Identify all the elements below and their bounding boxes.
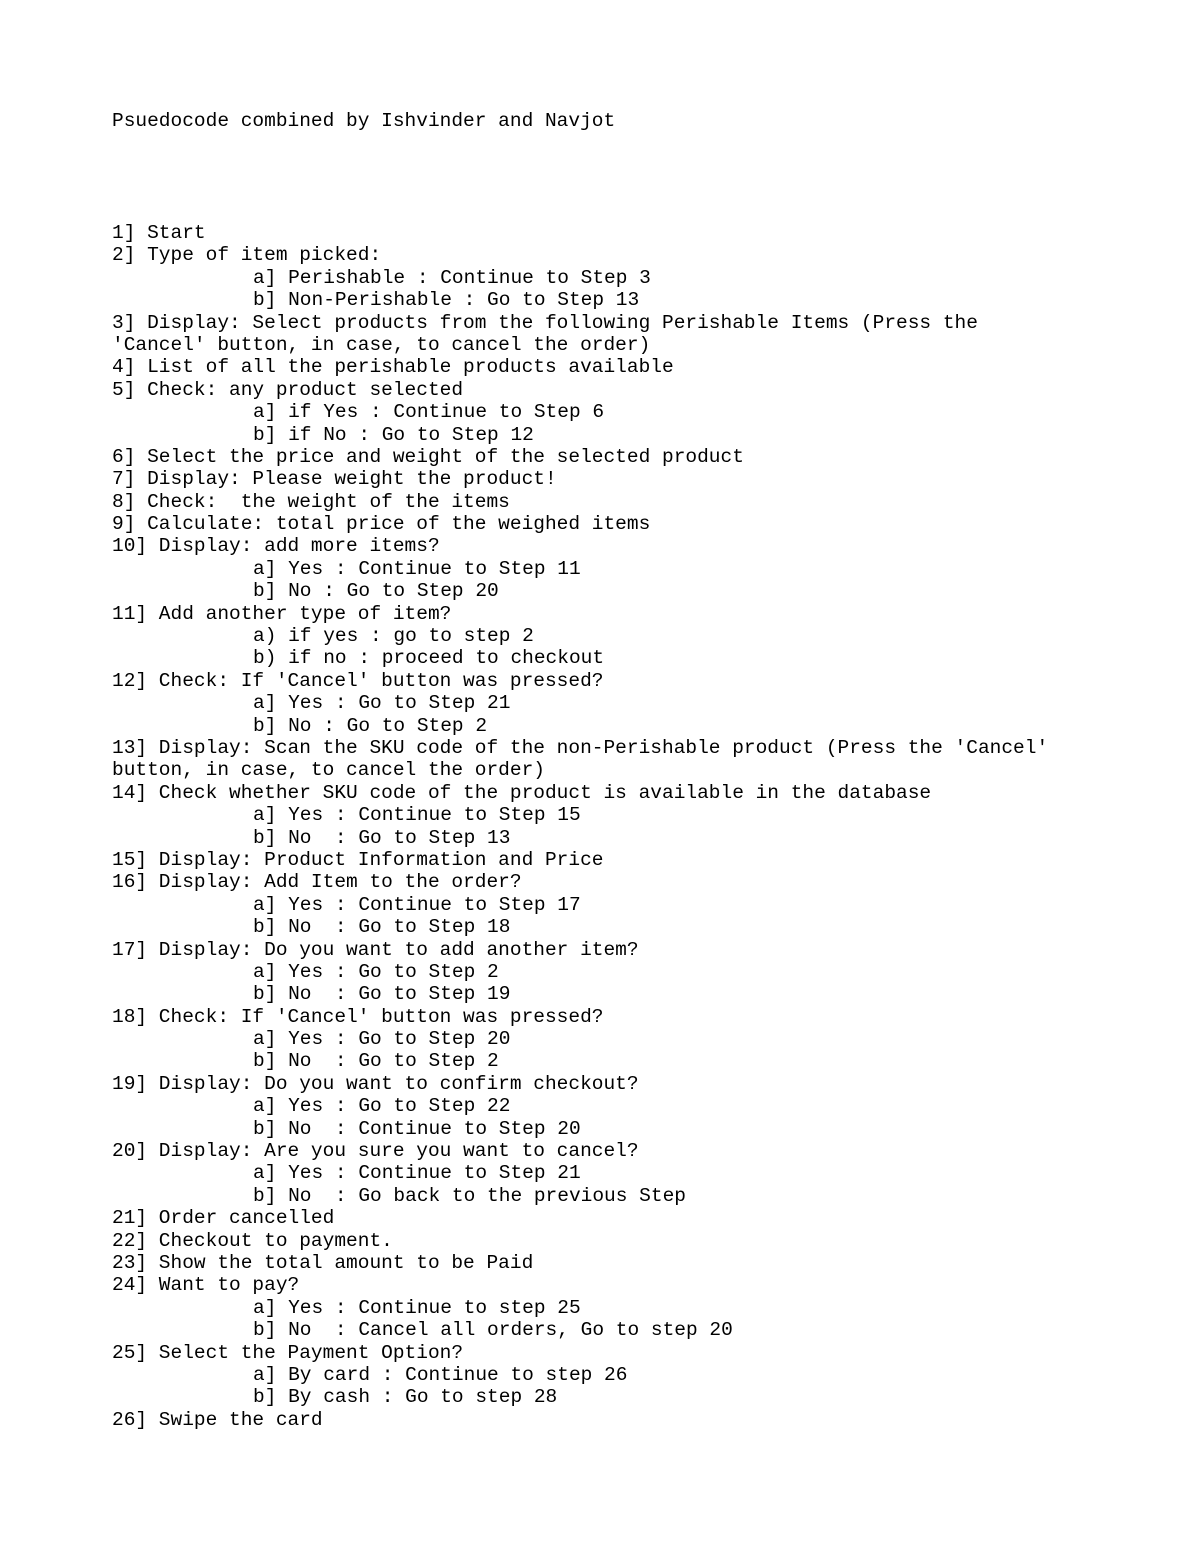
pseudocode-substep-line: a] Yes : Go to Step 22 <box>253 1095 511 1118</box>
pseudocode-step-line: 5] Check: any product selected <box>112 378 464 401</box>
pseudocode-substep-line: a] Yes : Go to Step 20 <box>253 1028 511 1051</box>
pseudocode-step-line: 6] Select the price and weight of the selected product <box>112 445 744 468</box>
pseudocode-step-line: 13] Display: Scan the SKU code of the non-Perishable product (Press the 'Cancel' <box>112 736 1049 759</box>
pseudocode-substep-line: a] Yes : Continue to Step 15 <box>253 804 581 827</box>
pseudocode-substep-line: a] Yes : Go to Step 21 <box>253 692 511 715</box>
document-title: Psuedocode combined by Ishvinder and Navjot <box>112 110 616 132</box>
pseudocode-step-line: 16] Display: Add Item to the order? <box>112 871 522 894</box>
pseudocode-step-line: 8] Check: the weight of the items <box>112 490 510 513</box>
pseudocode-substep-line: a] Perishable : Continue to Step 3 <box>253 266 651 289</box>
pseudocode-substep-line: a] if Yes : Continue to Step 6 <box>253 401 605 424</box>
pseudocode-step-line: 26] Swipe the card <box>112 1408 323 1431</box>
pseudocode-step-line: 9] Calculate: total price of the weighed items <box>112 513 651 536</box>
pseudocode-substep-line: b] No : Continue to Step 20 <box>253 1117 581 1140</box>
pseudocode-substep-line: b] By cash : Go to step 28 <box>253 1386 558 1409</box>
pseudocode-substep-line: b] No : Go to Step 20 <box>253 580 499 603</box>
pseudocode-step-line: button, in case, to cancel the order) <box>112 759 545 782</box>
pseudocode-step-line: 15] Display: Product Information and Price <box>112 848 604 871</box>
pseudocode-substep-line: b] No : Cancel all orders, Go to step 20 <box>253 1319 733 1342</box>
pseudocode-step-line: 17] Display: Do you want to add another item? <box>112 938 639 961</box>
pseudocode-substep-line: b] if No : Go to Step 12 <box>253 423 534 446</box>
pseudocode-step-line: 12] Check: If 'Cancel' button was pressed? <box>112 669 604 692</box>
pseudocode-step-line: 23] Show the total amount to be Paid <box>112 1251 534 1274</box>
pseudocode-substep-line: b] No : Go to Step 18 <box>253 916 511 939</box>
pseudocode-step-line: 1] Start <box>112 222 206 244</box>
pseudocode-substep-line: b] No : Go back to the previous Step <box>253 1184 686 1207</box>
pseudocode-step-line: 25] Select the Payment Option? <box>112 1341 464 1364</box>
pseudocode-step-line: 14] Check whether SKU code of the product is available in the database <box>112 781 932 804</box>
pseudocode-substep-line: b] No : Go to Step 2 <box>253 1050 499 1073</box>
pseudocode-substep-line: a] Yes : Continue to Step 17 <box>253 893 581 916</box>
pseudocode-substep-line: a] Yes : Continue to Step 21 <box>253 1162 581 1185</box>
pseudocode-step-line: 24] Want to pay? <box>112 1274 300 1297</box>
pseudocode-substep-line: b] No : Go to Step 13 <box>253 826 511 849</box>
pseudocode-step-line: 7] Display: Please weight the product! <box>112 468 557 491</box>
pseudocode-step-line: 20] Display: Are you sure you want to cancel? <box>112 1140 639 1163</box>
pseudocode-step-line: 'Cancel' button, in case, to cancel the order) <box>112 333 651 356</box>
pseudocode-substep-line: b] No : Go to Step 19 <box>253 983 511 1006</box>
pseudocode-step-line: 11] Add another type of item? <box>112 602 452 625</box>
pseudocode-step-line: 2] Type of item picked: <box>112 244 382 267</box>
pseudocode-step-line: 18] Check: If 'Cancel' button was pressed? <box>112 1005 604 1028</box>
pseudocode-step-line: 22] Checkout to payment. <box>112 1229 393 1252</box>
pseudocode-substep-line: b) if no : proceed to checkout <box>253 647 605 670</box>
pseudocode-step-line: 21] Order cancelled <box>112 1207 335 1230</box>
pseudocode-step-line: 4] List of all the perishable products available <box>112 356 674 379</box>
pseudocode-substep-line: a] Yes : Continue to Step 11 <box>253 557 581 580</box>
pseudocode-substep-line: a] Yes : Go to Step 2 <box>253 960 499 983</box>
pseudocode-step-line: 10] Display: add more items? <box>112 535 440 558</box>
pseudocode-body <box>112 222 1172 1431</box>
pseudocode-substep-line: a) if yes : go to step 2 <box>253 625 534 648</box>
pseudocode-substep-line: a] Yes : Continue to step 25 <box>253 1296 581 1319</box>
pseudocode-step-line: 19] Display: Do you want to confirm checkout? <box>112 1072 639 1095</box>
pseudocode-step-line: 3] Display: Select products from the following Perishable Items (Press the <box>112 311 978 334</box>
pseudocode-substep-line: a] By card : Continue to step 26 <box>253 1363 628 1386</box>
pseudocode-substep-line: b] No : Go to Step 2 <box>253 714 488 737</box>
pseudocode-substep-line: b] Non-Perishable : Go to Step 13 <box>253 289 640 312</box>
